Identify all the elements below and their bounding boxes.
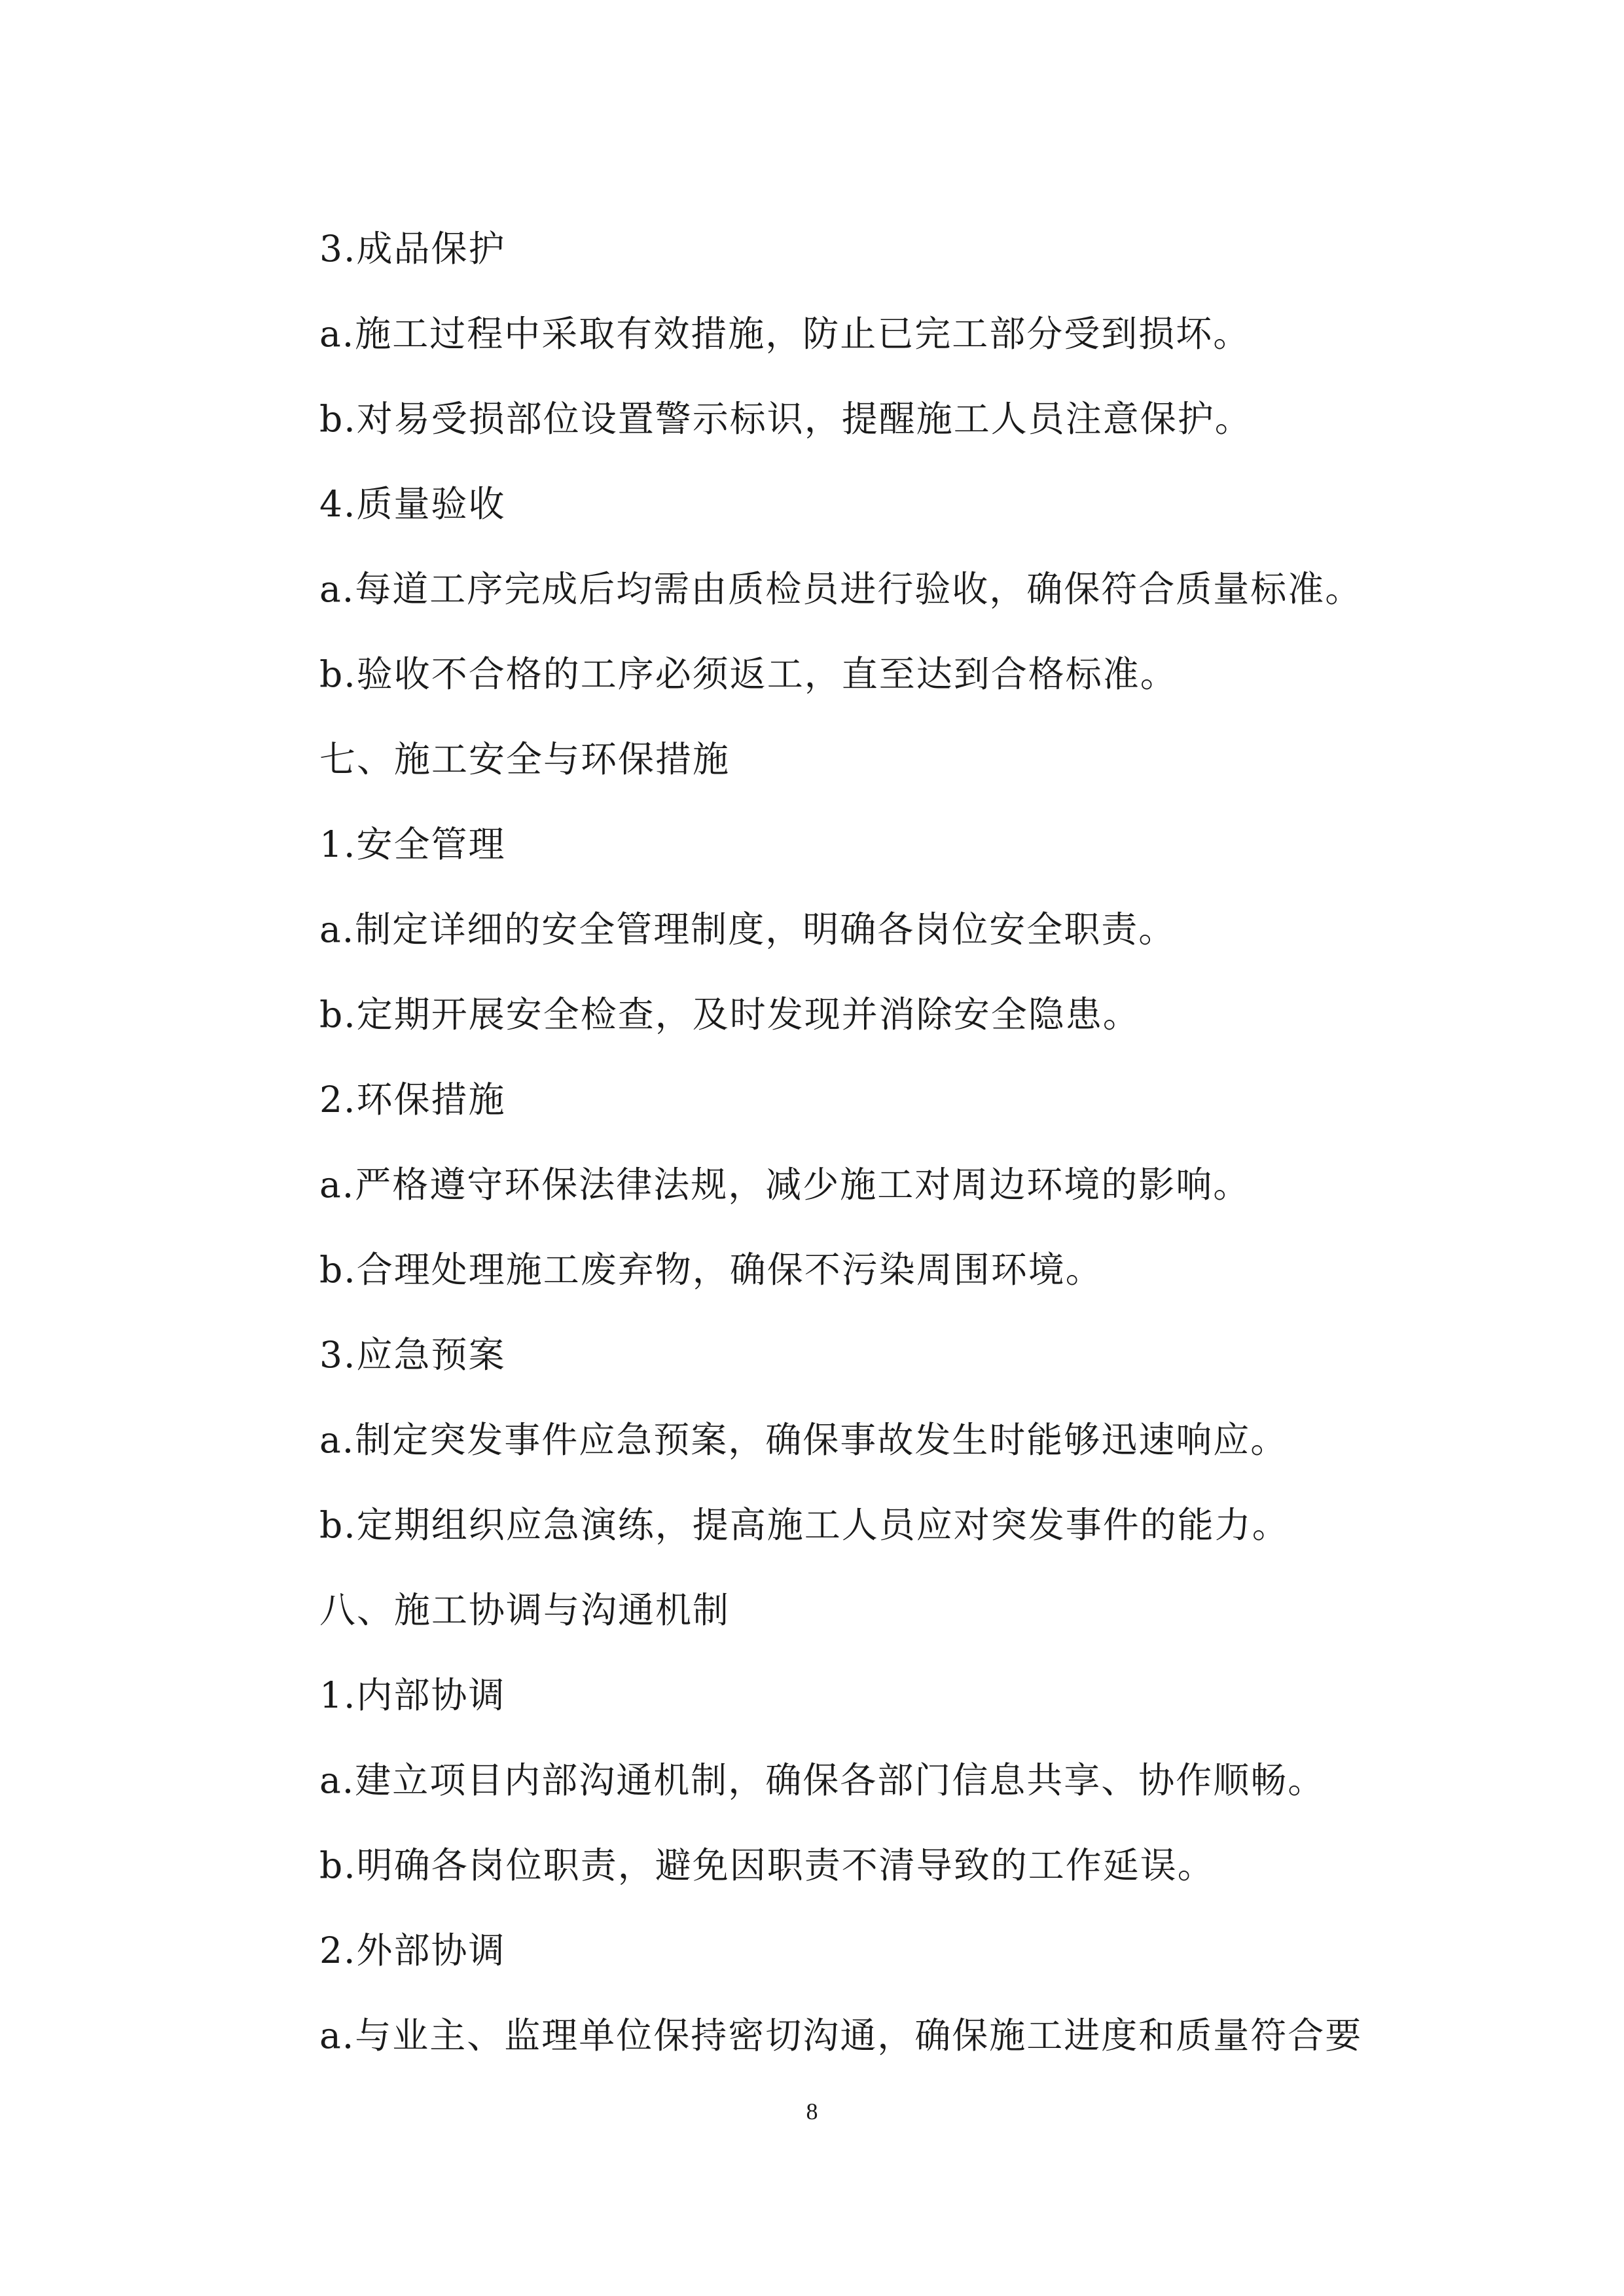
- paragraph-line: a.每道工序完成后均需由质检员进行验收，确保符合质量标准。: [319, 568, 1363, 610]
- paragraph-line: a.严格遵守环保法律法规，减少施工对周边环境的影响。: [319, 1164, 1251, 1206]
- page-number: 8: [806, 2098, 818, 2125]
- subheading-environmental-measures: 2.环保措施: [319, 1079, 506, 1121]
- paragraph-line: a.建立项目内部沟通机制，确保各部门信息共享、协作顺畅。: [319, 1759, 1326, 1801]
- subheading-safety-management: 1.安全管理: [319, 823, 506, 865]
- paragraph-line: b.定期开展安全检查，及时发现并消除安全隐患。: [319, 994, 1140, 1035]
- paragraph-line: a.制定详细的安全管理制度，明确各岗位安全职责。: [319, 908, 1176, 950]
- paragraph-line: b.验收不合格的工序必须返工，直至达到合格标准。: [319, 653, 1178, 695]
- section-heading-coordination: 八、施工协调与沟通机制: [319, 1589, 731, 1631]
- page-content: [319, 206, 1380, 2078]
- subheading-external-coordination: 2.外部协调: [319, 1929, 506, 1971]
- paragraph-line: b.定期组织应急演练，提高施工人员应对突发事件的能力。: [319, 1504, 1290, 1546]
- paragraph-line: b.合理处理施工废弃物，确保不污染周围环境。: [319, 1249, 1103, 1291]
- subheading-quality-acceptance: 4.质量验收: [319, 483, 506, 525]
- paragraph-line: a.与业主、监理单位保持密切沟通，确保施工进度和质量符合要: [319, 2015, 1363, 2056]
- section-heading-safety-environment: 七、施工安全与环保措施: [319, 738, 731, 780]
- paragraph-line: a.制定突发事件应急预案，确保事故发生时能够迅速响应。: [319, 1419, 1288, 1461]
- subheading-finished-product-protection: 3.成品保护: [319, 228, 506, 270]
- paragraph-line: a.施工过程中采取有效措施，防止已完工部分受到损坏。: [319, 313, 1251, 355]
- paragraph-line: b.对易受损部位设置警示标识，提醒施工人员注意保护。: [319, 398, 1252, 440]
- subheading-emergency-plan: 3.应急预案: [319, 1334, 506, 1376]
- subheading-internal-coordination: 1.内部协调: [319, 1674, 506, 1716]
- paragraph-line: b.明确各岗位职责，避免因职责不清导致的工作延误。: [319, 1844, 1215, 1886]
